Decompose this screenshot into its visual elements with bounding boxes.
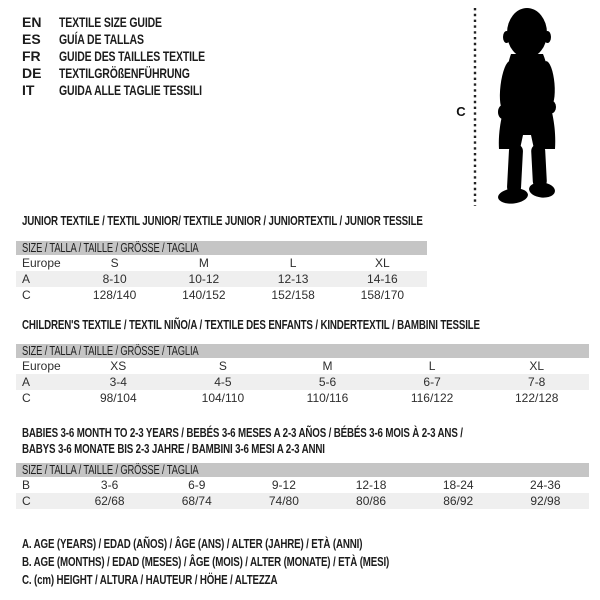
row-label: A: [16, 271, 70, 287]
cell: XS: [110, 359, 127, 373]
toddler-silhouette: [497, 8, 556, 205]
row-label: Europe: [22, 359, 61, 373]
row-label: C: [22, 288, 31, 302]
cell: 86/92: [415, 493, 502, 509]
cell: 110/116: [306, 391, 349, 405]
language-label: TEXTILGRÖßENFÜHRUNG: [59, 65, 190, 82]
babies-size-table: [16, 463, 589, 509]
table-row-age-months: [16, 477, 589, 493]
cell: 9-12: [271, 478, 296, 492]
children-section-title: CHILDREN'S TEXTILE / TEXTIL NIÑO/A / TEXTILE DES ENFANTS / KINDERTEXTIL / BAMBINI TESSILE: [22, 317, 480, 332]
cell: 62/68: [66, 493, 153, 509]
language-list: [22, 13, 254, 99]
cell: XL: [529, 359, 545, 373]
size-header-text: SIZE / TALLA / TAILLE / GRÖSSE / TAGLIA: [22, 241, 199, 255]
height-measure-label: C: [456, 104, 466, 119]
table-row-europe: [16, 358, 589, 374]
cell: 104/110: [201, 391, 245, 405]
cell: 92/98: [502, 493, 589, 509]
cell: 80/86: [327, 493, 414, 509]
cell: S: [110, 256, 119, 270]
language-row: [22, 47, 254, 64]
language-row: [22, 13, 254, 30]
cell: 128/140: [92, 288, 137, 302]
language-row: [22, 65, 254, 82]
cell: 158/170: [360, 288, 405, 302]
language-label: GUIDA ALLE TAGLIE TESSILI: [59, 82, 202, 99]
language-code: FR: [22, 47, 41, 64]
cell: 7-8: [484, 374, 589, 390]
table-row-age: [16, 374, 589, 390]
legend-line-a: A. AGE (YEARS) / EDAD (AÑOS) / ÂGE (ANS) / ALTER (JAHRE) / ETÀ (ANNI): [22, 536, 363, 552]
cell: 18-24: [442, 478, 474, 492]
language-row: [22, 82, 254, 99]
cell: 116/122: [410, 391, 454, 405]
cell: M: [198, 256, 209, 270]
table-row-height: [16, 287, 427, 303]
height-measure-figure: [448, 6, 580, 208]
cell: L: [428, 359, 436, 373]
language-label: GUÍA DE TALLAS: [59, 30, 144, 47]
size-header-bar: [16, 344, 589, 358]
cell: 140/152: [182, 288, 226, 302]
size-header-text: SIZE / TALLA / TAILLE / GRÖSSE / TAGLIA: [22, 463, 199, 477]
cell: S: [218, 359, 227, 373]
size-header-bar: [16, 463, 589, 477]
size-header-text: SIZE / TALLA / TAILLE / GRÖSSE / TAGLIA: [22, 344, 199, 358]
children-size-table: [16, 344, 589, 406]
cell: 3-6: [100, 478, 119, 492]
row-label: C: [22, 391, 31, 405]
language-label: TEXTILE SIZE GUIDE: [59, 13, 162, 30]
cell: 6-7: [380, 374, 485, 390]
junior-size-table: [16, 241, 427, 303]
cell: L: [289, 256, 297, 270]
language-code: ES: [22, 30, 41, 47]
table-row-height: [16, 493, 589, 509]
cell: 3-4: [66, 374, 171, 390]
legend-line-c: C. (cm) HEIGHT / ALTURA / HAUTEUR / HÖHE / ALTEZZA: [22, 571, 278, 587]
cell: 12-18: [355, 478, 387, 492]
row-label: B: [22, 478, 31, 492]
size-header-bar: [16, 241, 427, 255]
cell: 14-16: [338, 271, 427, 287]
cell: 98/104: [99, 391, 137, 405]
cell: 4-5: [171, 374, 276, 390]
cell: 6-9: [188, 478, 206, 492]
row-label: C: [16, 493, 66, 509]
cell: 122/128: [514, 391, 559, 405]
row-label: A: [16, 374, 66, 390]
table-row-height: [16, 390, 589, 406]
cell: 8-10: [70, 271, 159, 287]
cell: M: [322, 359, 333, 373]
cell: XL: [375, 256, 390, 270]
cell: 24-36: [530, 478, 561, 492]
babies-section-title: BABIES 3-6 MONTH TO 2-3 YEARS / BEBÉS 3-6 MESES A 2-3 AÑOS / BÉBÉS 3-6 MOIS À 2-3 ANS / BABYS 3-6 MONATE BIS 2-3 JAHRE / BAMBINI 3-6 MESI A 2-3 ANNI: [22, 425, 463, 456]
row-label: Europe: [22, 256, 61, 270]
language-label: GUIDE DES TAILLES TEXTILE: [59, 47, 205, 64]
cell: 68/74: [153, 493, 240, 509]
junior-section-title: JUNIOR TEXTILE / TEXTIL JUNIOR/ TEXTILE JUNIOR / JUNIORTEXTIL / JUNIOR TESSILE: [22, 213, 423, 228]
legend-line-b: B. AGE (MONTHS) / EDAD (MESES) / ÂGE (MOIS) / ALTER (MONATE) / ETÀ (MESI): [22, 554, 390, 570]
language-row: [22, 30, 254, 47]
cell: 152/158: [271, 288, 315, 302]
cell: 12-13: [249, 271, 338, 287]
language-code: IT: [22, 82, 35, 99]
cell: 5-6: [275, 374, 380, 390]
language-code: EN: [22, 13, 42, 30]
cell: 10-12: [159, 271, 248, 287]
table-row-europe: [16, 255, 427, 271]
legend: [22, 535, 512, 588]
language-code: DE: [22, 65, 42, 82]
table-row-age: [16, 271, 427, 287]
cell: 74/80: [240, 493, 327, 509]
